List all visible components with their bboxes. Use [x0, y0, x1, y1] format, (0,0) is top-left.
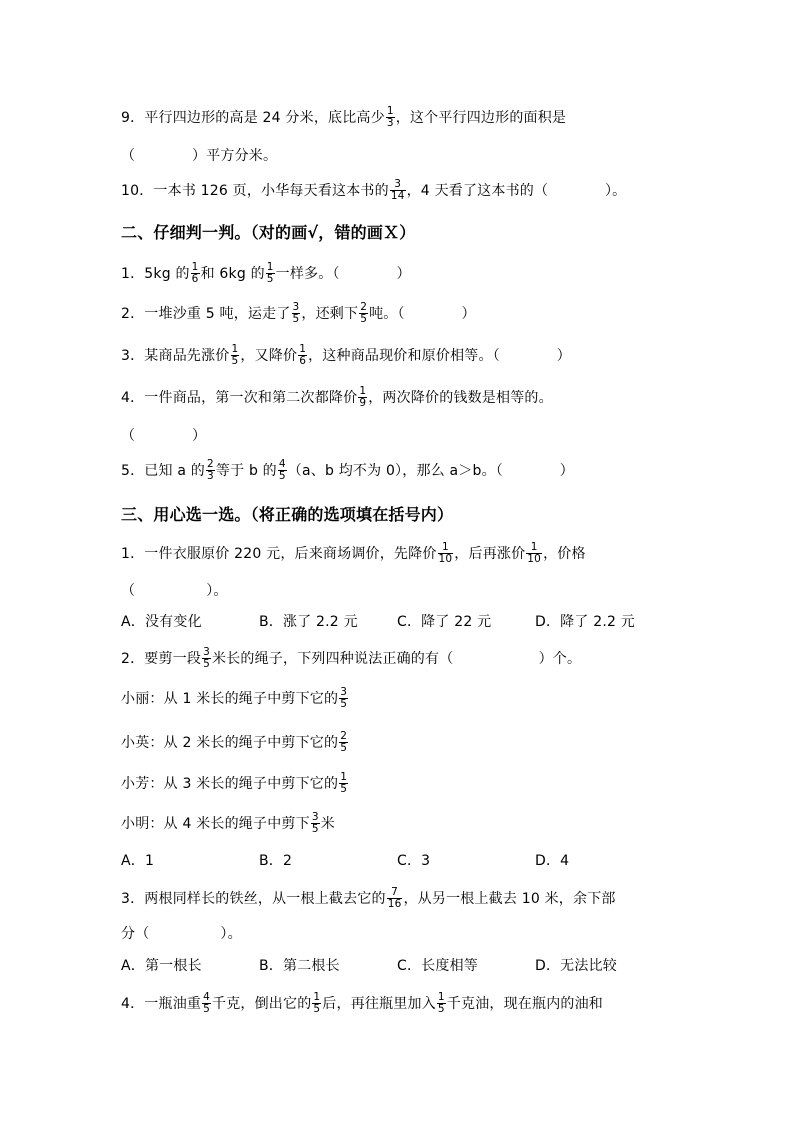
- choice-2-options: [121, 845, 681, 875]
- numerator: 2: [360, 300, 368, 313]
- numerator: 3: [203, 645, 210, 658]
- fraction: [311, 812, 320, 835]
- fraction: [339, 731, 348, 754]
- numerator: 3: [311, 810, 319, 823]
- q10-text-b: ，4 天看了这本书的（ ）。: [406, 183, 627, 199]
- fraction: [292, 302, 301, 325]
- s1-text: 小丽：从 1 米长的绳子中剪下它的: [121, 691, 339, 707]
- choice-3-line-1: [121, 883, 616, 913]
- denominator: 5: [231, 354, 239, 367]
- denominator: 5: [313, 1002, 321, 1015]
- c3-text-a: 3．两根同样长的铁丝，从一根上截去它的: [121, 891, 386, 907]
- numerator: 1: [441, 540, 449, 553]
- option-b: B．第二根长: [259, 958, 340, 974]
- denominator: 10: [438, 552, 453, 565]
- denominator: 5: [203, 657, 210, 670]
- c1-text-a: 1．一件衣服原价 220 元，后来商场调价，先降价: [121, 546, 437, 562]
- denominator: 5: [266, 272, 274, 285]
- judge-4-line-2: [121, 420, 206, 450]
- c1-answer-blank: （ ）。: [121, 583, 228, 599]
- numerator: 4: [203, 990, 210, 1003]
- choice-3-line-2: [121, 918, 242, 948]
- option-c: C．降了 22 元: [397, 614, 492, 630]
- q9-text-b: ，这个平行四边形的面积是: [395, 110, 567, 126]
- j3-text-a: 3．某商品先涨价: [121, 348, 230, 364]
- numerator: 1: [359, 384, 367, 397]
- numerator: 2: [340, 729, 348, 742]
- option-d: D．降了 2.2 元: [535, 614, 635, 630]
- option-a: A．1: [121, 853, 155, 869]
- c1-text-c: ，价格: [543, 546, 586, 562]
- denominator: 5: [311, 822, 319, 835]
- statement-xiaofang: [121, 768, 349, 798]
- fraction: [359, 302, 368, 325]
- c3-answer-blank: 分（ ）。: [121, 926, 242, 942]
- denominator: 14: [390, 189, 405, 202]
- section-3-heading: 三、用心选一选。（将正确的选项填在括号内）: [121, 504, 454, 524]
- statement-xiaoli: [121, 683, 349, 713]
- option-b: B．2: [259, 853, 293, 869]
- j2-text-a: 2．一堆沙重 5 吨，运走了: [121, 306, 291, 322]
- fraction: [266, 262, 275, 285]
- numerator: 1: [313, 990, 321, 1003]
- fraction: [202, 992, 211, 1015]
- j4-text-a: 4．一件商品，第一次和第二次都降价: [121, 390, 358, 406]
- fraction: [278, 459, 287, 482]
- q9-text-a: 9．平行四边形的高是 24 分米，底比高少: [121, 110, 385, 126]
- option-b: B．涨了 2.2 元: [259, 614, 358, 630]
- c4-text-a: 4．一瓶油重: [121, 996, 202, 1012]
- fraction: [387, 887, 403, 910]
- j1-text-c: 一样多。（ ）: [275, 266, 411, 282]
- c2-text-b: 米长的绳子，下列四种说法正确的有（ ）个。: [212, 651, 582, 667]
- numerator: 3: [340, 685, 348, 698]
- fraction: [438, 542, 454, 565]
- fraction: [312, 992, 321, 1015]
- numerator: 2: [207, 457, 214, 470]
- fraction: [339, 687, 348, 710]
- numerator: 1: [266, 260, 274, 273]
- numerator: 1: [191, 260, 199, 273]
- fraction: [339, 772, 348, 795]
- denominator: 9: [359, 396, 367, 409]
- numerator: 1: [340, 770, 348, 783]
- c1-text-b: ，后再涨价: [454, 546, 526, 562]
- j3-text-b: ，又降价: [240, 348, 298, 364]
- numerator: 1: [386, 104, 394, 117]
- j1-text-a: 1．5kg 的: [121, 266, 190, 282]
- choice-1-options: [121, 606, 681, 636]
- statement-xiaoming: [121, 808, 335, 838]
- numerator: 7: [391, 885, 399, 898]
- numerator: 1: [299, 342, 307, 355]
- s2-text: 小英：从 2 米长的绳子中剪下它的: [121, 735, 339, 751]
- fraction: [231, 344, 240, 367]
- q10-text-a: 10．一本书 126 页，小华每天看这本书的: [121, 183, 389, 199]
- c4-text-c: 后，再往瓶里加入: [322, 996, 436, 1012]
- choice-4: [121, 988, 603, 1018]
- j1-text-b: 和 6kg 的: [200, 266, 265, 282]
- denominator: 3: [386, 116, 394, 129]
- denominator: 10: [527, 552, 542, 565]
- denominator: 3: [207, 469, 214, 482]
- denominator: 16: [387, 897, 402, 910]
- numerator: 1: [437, 990, 445, 1003]
- question-9-line-1: [121, 102, 566, 132]
- j2-text-b: ，还剩下: [301, 306, 359, 322]
- j5-text-c: （a、b 均不为 0），那么 a＞b。（ ）: [287, 463, 574, 479]
- j4-text-b: ，两次降价的钱数是相等的。: [368, 390, 553, 406]
- fraction: [298, 344, 307, 367]
- c3-text-b: ，从另一根上截去 10 米，余下部: [403, 891, 616, 907]
- j5-text-b: 等于 b 的: [215, 463, 277, 479]
- j2-text-c: 吨。（ ）: [369, 306, 476, 322]
- fraction: [526, 542, 542, 565]
- j3-text-c: ，这种商品现价和原价相等。（ ）: [308, 348, 571, 364]
- s4-text-b: 米: [320, 816, 335, 832]
- numerator: 4: [278, 457, 286, 470]
- option-d: D．4: [535, 853, 570, 869]
- numerator: 1: [231, 342, 239, 355]
- denominator: 5: [203, 1002, 210, 1015]
- denominator: 5: [437, 1002, 445, 1015]
- denominator: 5: [340, 697, 348, 710]
- c4-text-b: 千克，倒出它的: [212, 996, 312, 1012]
- c2-text-a: 2．要剪一段: [121, 651, 202, 667]
- choice-2: [121, 643, 581, 673]
- s4-text-a: 小明：从 4 米长的绳子中剪下: [121, 816, 310, 832]
- fraction: [390, 179, 406, 202]
- c4-text-d: 千克油，现在瓶内的油和: [446, 996, 603, 1012]
- q9-answer-blank: （ ）平方分米。: [121, 148, 278, 164]
- judge-2: [121, 298, 476, 328]
- judge-1: [121, 258, 411, 288]
- judge-5: [121, 455, 574, 485]
- denominator: 5: [278, 469, 286, 482]
- judge-3: [121, 340, 571, 370]
- numerator: 3: [292, 300, 300, 313]
- choice-1-line-2: [121, 575, 228, 605]
- section-2-heading: 二、仔细判一判。（对的画√，错的画Ｘ）: [121, 222, 416, 242]
- question-10: [121, 175, 626, 205]
- fraction: [191, 262, 200, 285]
- denominator: 5: [340, 741, 348, 754]
- j5-text-a: 5．已知 a 的: [121, 463, 205, 479]
- option-a: A．没有变化: [121, 614, 202, 630]
- denominator: 6: [191, 272, 199, 285]
- judge-4-line-1: [121, 382, 553, 412]
- fraction: [386, 106, 395, 129]
- j4-answer-blank: （ ）: [121, 428, 207, 444]
- option-d: D．无法比较: [535, 958, 617, 974]
- choice-3-options: [121, 950, 681, 980]
- denominator: 5: [360, 312, 368, 325]
- denominator: 5: [292, 312, 300, 325]
- option-c: C．长度相等: [397, 958, 478, 974]
- numerator: 1: [530, 540, 538, 553]
- fraction: [206, 459, 215, 482]
- choice-1-line-1: [121, 538, 586, 568]
- denominator: 6: [299, 354, 307, 367]
- fraction: [437, 992, 446, 1015]
- numerator: 3: [394, 177, 402, 190]
- denominator: 5: [340, 782, 348, 795]
- fraction: [202, 647, 211, 670]
- question-9-line-2: [121, 140, 277, 170]
- fraction: [358, 386, 367, 409]
- s3-text: 小芳：从 3 米长的绳子中剪下它的: [121, 776, 339, 792]
- option-a: A．第一根长: [121, 958, 202, 974]
- option-c: C．3: [397, 853, 431, 869]
- statement-xiaoying: [121, 727, 349, 757]
